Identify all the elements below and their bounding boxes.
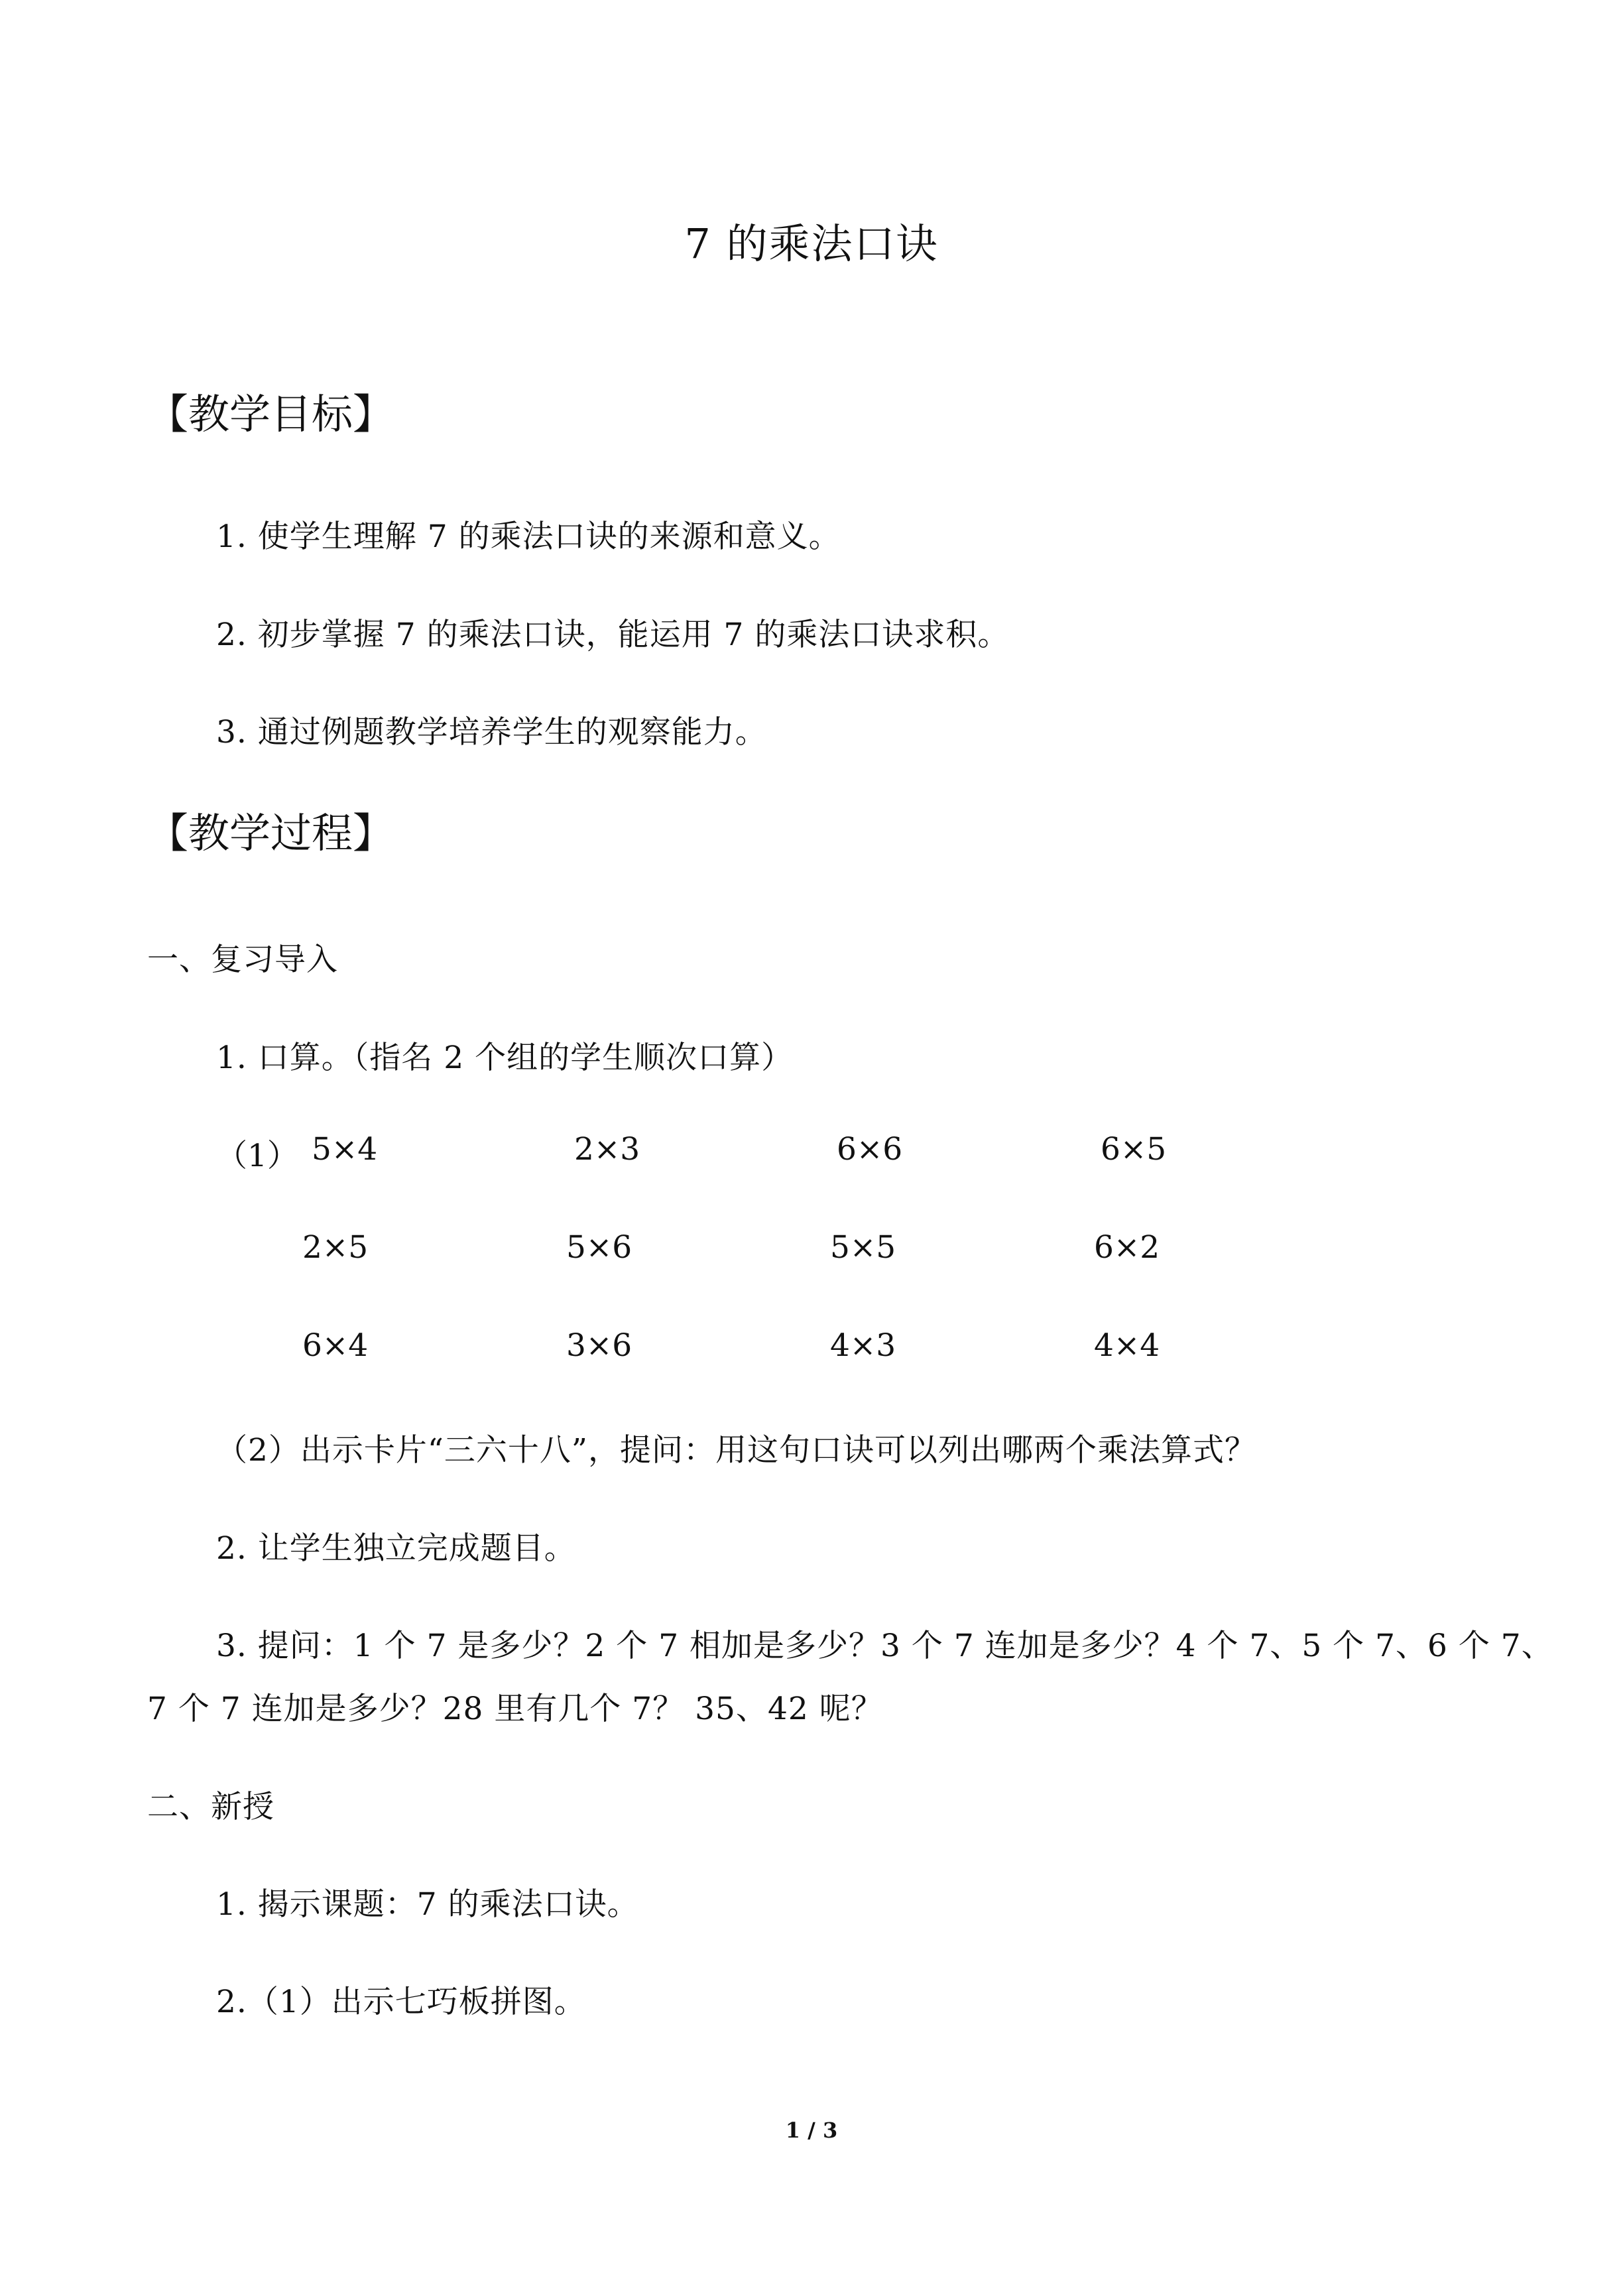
calc-cell: 2×3: [574, 1131, 640, 1168]
calc-cell: 4×3: [830, 1327, 896, 1364]
calc-cell: 3×6: [566, 1327, 632, 1364]
review-sub-2: （2）出示卡片“三六十八”，提问：用这句口诀可以列出哪两个乘法算式？: [216, 1432, 1256, 1469]
calc-cell: 5×5: [830, 1229, 896, 1266]
review-item-2: 2. 让学生独立完成题目。: [216, 1530, 576, 1567]
objective-item-2: 2. 初步掌握 7 的乘法口诀，能运用 7 的乘法口诀求积。: [216, 617, 1010, 653]
objective-item-3: 3. 通过例题教学培养学生的观察能力。: [216, 714, 767, 751]
calc-sub1-label: （1）: [216, 1138, 298, 1174]
calc-cell: 6×4: [302, 1327, 369, 1364]
calc-cell: 5×4: [312, 1131, 378, 1168]
objectives-heading: 【教学目标】: [147, 390, 394, 438]
review-item-1: 1. 口算。（指名 2 个组的学生顺次口算）: [216, 1040, 794, 1076]
page-title: 7 的乘法口诀: [684, 219, 939, 268]
new-lesson-item-1: 1. 揭示课题：7 的乘法口诀。: [216, 1886, 639, 1923]
calc-cell: 5×6: [566, 1229, 632, 1266]
new-lesson-item-2: 2.（1）出示七巧板拼图。: [216, 1984, 586, 2020]
page-number: 1 / 3: [785, 2118, 838, 2143]
calc-cell: 6×5: [1101, 1131, 1167, 1168]
part1-heading: 一、复习导入: [147, 941, 338, 978]
review-item-3-line-2: 7 个 7 连加是多少？28 里有几个 7？ 35、42 呢？: [147, 1691, 883, 1727]
calc-cell: 4×4: [1094, 1327, 1160, 1364]
calc-cell: 6×6: [837, 1131, 903, 1168]
calc-cell: 2×5: [302, 1229, 369, 1266]
objective-item-1: 1. 使学生理解 7 的乘法口诀的来源和意义。: [216, 518, 841, 555]
process-heading: 【教学过程】: [147, 809, 394, 857]
part2-heading: 二、新授: [147, 1789, 274, 1825]
calc-cell: 6×2: [1094, 1229, 1160, 1266]
review-item-3-line-1: 3. 提问：1 个 7 是多少？2 个 7 相加是多少？3 个 7 连加是多少？4 个 7、5 个 7、6 个 7、: [216, 1628, 1553, 1664]
